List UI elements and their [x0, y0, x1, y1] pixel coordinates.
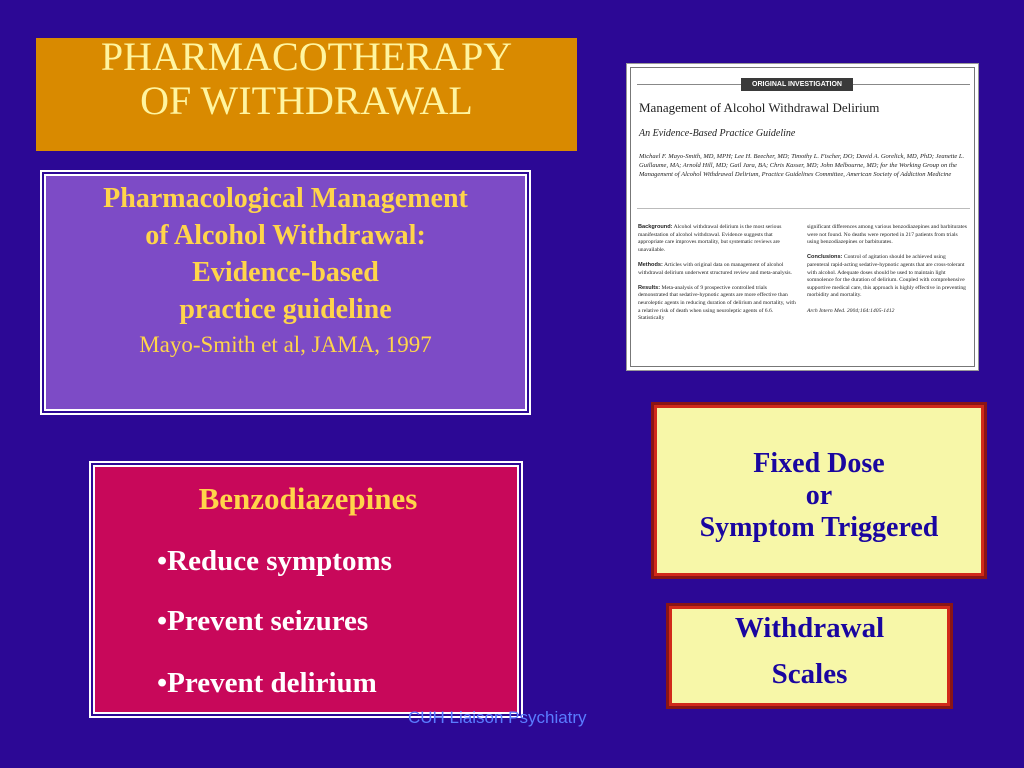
- paper-authors: Michael F. Mayo-Smith, MD, MPH; Lee H. Beecher, MD; Timothy L. Fischer, DO; David A. Gorelick, MD, PhD; Jeanette L. Guillaume, MA; Arnold Hill, MD; Gail Jara, BA; Chris Kasser, MD; John Melbourne, MD; for the Working Group on the Management of Alcohol Withdrawal Delirium, Practice Guidelines Committee, American Society of Addiction Medicine: [639, 153, 965, 178]
- background-label: Background:: [638, 224, 673, 230]
- col2-text: significant differences among various benzodiazepines and barbiturates were not found. No deaths were reported in 217 patients from trials using benzodiazepines or barbiturates.: [807, 224, 967, 246]
- benzodiazepines-title: Benzodiazepines: [198, 481, 418, 516]
- conclusions-label: Conclusions:: [807, 254, 843, 261]
- guideline-line-4: practice guideline: [179, 294, 392, 325]
- guideline-line-1: Pharmacological Management: [103, 183, 468, 214]
- withdrawal-scales-box: [669, 606, 950, 706]
- paper-subtitle: An Evidence-Based Practice Guideline: [639, 128, 796, 139]
- paper-section-tag: ORIGINAL INVESTIGATION: [741, 78, 853, 91]
- journal-citation: Arch Intern Med. 2004;164:1405-1412: [807, 307, 895, 314]
- scales-line-1: Withdrawal: [734, 612, 885, 644]
- guideline-box: [44, 174, 527, 411]
- paper-abstract-column-1: [638, 224, 798, 323]
- dosing-strategy-box: [654, 405, 984, 576]
- benzodiazepines-box: [93, 465, 519, 714]
- paper-image: [630, 67, 975, 367]
- dosing-line-1: Fixed Dose: [753, 448, 885, 479]
- benzo-item-2: •Prevent seizures: [157, 605, 369, 637]
- paper-abstract-column-2: [807, 224, 969, 315]
- footer-text: CUH Liaison Psychiatry: [408, 708, 587, 727]
- benzo-item-1: •Reduce symptoms: [157, 545, 392, 577]
- guideline-line-3: Evidence-based: [192, 257, 379, 288]
- conclusions-text: Control of agitation should be achieved using parenteral rapid-acting sedative-hypnotic agents that are cross-tolerant with alcohol. Adequate doses should be used to maintain light somnolence for the duration of delirium. Coupled with comprehensive supportive medical care, this approach is highly effective in preventing morbidity and mortality.: [807, 254, 966, 299]
- title-line-1: PHARMACOTHERAPY: [100, 34, 513, 79]
- results-label: Results:: [638, 284, 661, 291]
- methods-text: Articles with original data on management of alcohol withdrawal delirium underwent structured review and meta-analysis.: [638, 261, 792, 276]
- guideline-citation: Mayo-Smith et al, JAMA, 1997: [139, 332, 432, 357]
- scales-line-2: Scales: [771, 658, 848, 690]
- paper-title: Management of Alcohol Withdrawal Delirium: [639, 100, 880, 115]
- paper-divider-2: [637, 208, 970, 209]
- dosing-line-3: Symptom Triggered: [699, 512, 939, 543]
- results-text: Meta-analysis of 9 prospective controlled trials demonstrated that sedative-hypnotic agents are more effective than neuroleptic agents in reducing duration of delirium and mortality, with a relative risk of death when using neuroleptic agents of 6.6. Statistically: [638, 284, 796, 322]
- slide-title: [36, 34, 577, 151]
- benzo-item-3: •Prevent delirium: [157, 667, 377, 699]
- methods-label: Methods:: [638, 261, 663, 268]
- title-line-2: OF WITHDRAWAL: [140, 78, 473, 123]
- guideline-line-2: of Alcohol Withdrawal:: [145, 220, 426, 251]
- dosing-line-2: or: [805, 480, 833, 511]
- background-text: Alcohol withdrawal delirium is the most serious manifestation of alcohol withdrawal. Evidence suggests that appropriate care improves mortality, but systematic reviews are unavailable.: [638, 224, 782, 253]
